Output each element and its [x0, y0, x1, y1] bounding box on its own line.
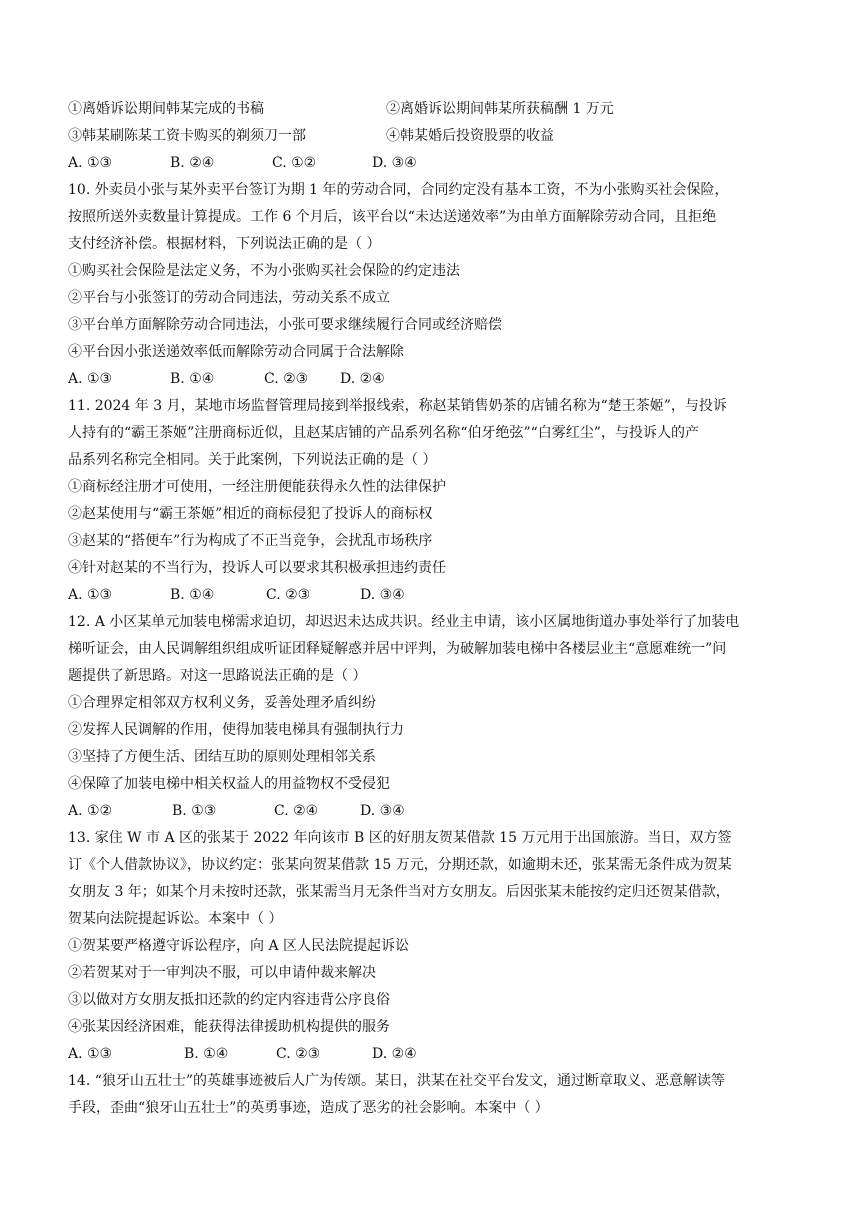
q11-option-c[interactable]: C. ②③: [266, 587, 311, 603]
q13-item-3: ③以做对方女朋友抵扣还款的约定内容违背公序良俗: [68, 992, 390, 1008]
q13-stem-line-3: 女朋友 3 年；如某个月未按时还款，张某需当月无条件当对方女朋友。后因张某未能按约定归还贺某借款，: [68, 884, 730, 900]
q13-stem-line-1: 13. 家住 W 市 A 区的张某于 2022 年向该市 B 区的好朋友贺某借款 15 万元用于出国旅游。当日，双方签: [68, 830, 732, 846]
q10-stem-line-2: 按照所送外卖数量计算提成。工作 6 个月后，该平台以“未达送递效率”为由单方面解除劳动合同，且拒绝: [68, 209, 717, 225]
q12-option-a[interactable]: A. ①②: [68, 803, 113, 819]
q9-item-4: ④韩某婚后投资股票的收益: [386, 128, 554, 144]
q11-stem-line-1: 11. 2024 年 3 月，某地市场监督管理局接到举报线索，称赵某销售奶茶的店铺名称为“楚王茶姬”，与投诉: [68, 398, 727, 414]
q10-option-b[interactable]: B. ①④: [170, 371, 215, 387]
q9-items-row-2: [68, 123, 808, 150]
q9-item-2: ②离婚诉讼期间韩某所获稿酬 1 万元: [386, 101, 614, 117]
q10-option-c[interactable]: C. ②③: [264, 371, 309, 387]
q13-option-c[interactable]: C. ②③: [276, 1046, 321, 1062]
q10-stem-line-1: 10. 外卖员小张与某外卖平台签订为期 1 年的劳动合同，合同约定没有基本工资，不为小张购买社会保险，: [68, 182, 729, 198]
q12-item-1: ①合理界定相邻双方权利义务，妥善处理矛盾纠纷: [68, 695, 376, 711]
q12-item-2: ②发挥人民调解的作用，使得加装电梯具有强制执行力: [68, 722, 404, 738]
q11-stem-line-2: 人持有的“霸王茶姬”注册商标近似，且赵某店铺的产品系列名称“伯牙绝弦”“白雾红尘”，与投诉人的产: [68, 425, 699, 441]
q9-item-3: ③韩某刷陈某工资卡购买的剃须刀一部: [68, 128, 306, 144]
q11-item-2: ②赵某使用与“霸王茶姬”相近的商标侵犯了投诉人的商标权: [68, 506, 433, 522]
q9-option-d[interactable]: D. ③④: [372, 155, 417, 171]
q12-options: [68, 798, 808, 825]
q12-stem-line-2: 梯听证会，由人民调解组织组成听证团释疑解惑并居中评判，为破解加装电梯中各楼层业主“意愿难统一”问: [68, 641, 727, 657]
q10-option-d[interactable]: D. ②④: [340, 371, 385, 387]
q9-items-row-1: [68, 96, 808, 123]
q10-options: [68, 366, 808, 393]
q12-item-3: ③坚持了方便生活、团结互助的原则处理相邻关系: [68, 749, 376, 765]
q12-option-c[interactable]: C. ②④: [274, 803, 319, 819]
q12-item-4: ④保障了加装电梯中相关权益人的用益物权不受侵犯: [68, 776, 390, 792]
q12-stem-line-3: 题提供了新思路。对这一思路说法正确的是（ ）: [68, 668, 367, 684]
q12-option-b[interactable]: B. ①③: [172, 803, 217, 819]
q13-option-a[interactable]: A. ①③: [68, 1046, 113, 1062]
q9-option-a[interactable]: A. ①③: [68, 155, 113, 171]
q10-item-3: ③平台单方面解除劳动合同违法，小张可要求继续履行合同或经济赔偿: [68, 317, 502, 333]
q11-stem-line-3: 品系列名称完全相同。关于此案例，下列说法正确的是（ ）: [68, 452, 437, 468]
q11-item-4: ④针对赵某的不当行为，投诉人可以要求其积极承担违约责任: [68, 560, 446, 576]
q10-stem-line-3: 支付经济补偿。根据材料，下列说法正确的是（ ）: [68, 236, 381, 252]
q11-option-a[interactable]: A. ①③: [68, 587, 113, 603]
q12-stem-line-1: 12. A 小区某单元加装电梯需求迫切，却迟迟未达成共识。经业主申请，该小区属地街道办事处举行了加装电: [68, 614, 740, 630]
q14-stem-line-2: 手段，歪曲“狼牙山五壮士”的英勇事迹，造成了恶劣的社会影响。本案中（ ）: [68, 1100, 549, 1116]
q12-option-d[interactable]: D. ③④: [360, 803, 405, 819]
q10-item-1: ①购买社会保险是法定义务，不为小张购买社会保险的约定违法: [68, 263, 460, 279]
q10-item-4: ④平台因小张送递效率低而解除劳动合同属于合法解除: [68, 344, 404, 360]
q11-option-b[interactable]: B. ①④: [170, 587, 215, 603]
q9-option-c[interactable]: C. ①②: [272, 155, 317, 171]
q11-options: [68, 582, 808, 609]
q11-item-3: ③赵某的“搭便车”行为构成了不正当竞争，会扰乱市场秩序: [68, 533, 433, 549]
q13-stem-line-2: 订《个人借款协议》，协议约定：张某向贺某借款 15 万元，分期还款，如逾期未还，张某需无条件成为贺某: [68, 857, 732, 873]
q11-option-d[interactable]: D. ③④: [360, 587, 405, 603]
q14-stem-line-1: 14. “狼牙山五壮士”的英雄事迹被后人广为传颂。某日，洪某在社交平台发文，通过断章取义、恶意解读等: [68, 1073, 726, 1089]
exam-page: [68, 96, 808, 1122]
q9-item-1: ①离婚诉讼期间韩某完成的书稿: [68, 101, 264, 117]
q13-stem-line-4: 贺某向法院提起诉讼。本案中（ ）: [68, 911, 283, 927]
q13-option-b[interactable]: B. ①④: [184, 1046, 229, 1062]
q10-option-a[interactable]: A. ①③: [68, 371, 113, 387]
q9-options: [68, 150, 808, 177]
q13-option-d[interactable]: D. ②④: [372, 1046, 417, 1062]
q13-item-1: ①贺某要严格遵守诉讼程序，向 A 区人民法院提起诉讼: [68, 938, 410, 954]
q13-options: [68, 1041, 808, 1068]
q10-item-2: ②平台与小张签订的劳动合同违法，劳动关系不成立: [68, 290, 390, 306]
q11-item-1: ①商标经注册才可使用，一经注册便能获得永久性的法律保护: [68, 479, 446, 495]
q9-option-b[interactable]: B. ②④: [170, 155, 215, 171]
q13-item-2: ②若贺某对于一审判决不服，可以申请仲裁来解决: [68, 965, 376, 981]
q13-item-4: ④张某因经济困难，能获得法律援助机构提供的服务: [68, 1019, 390, 1035]
